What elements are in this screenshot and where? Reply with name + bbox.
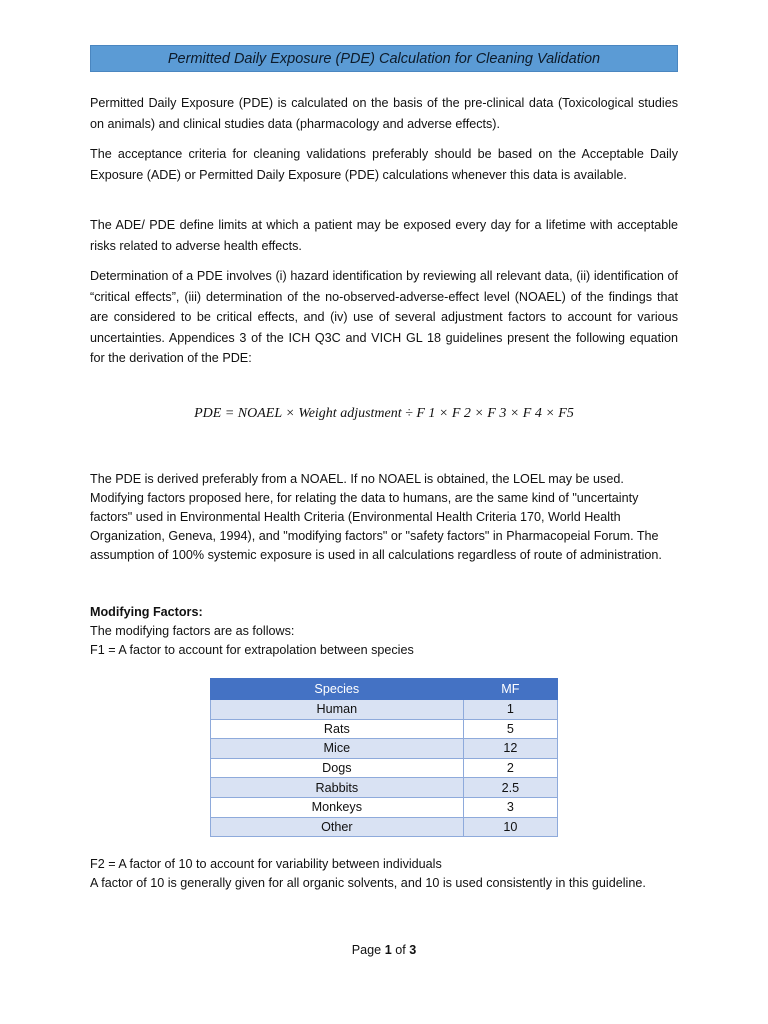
acceptance-criteria-paragraph: The acceptance criteria for cleaning validations preferably should be based on the Acceptable Daily Exposure (ADE) or Permitted Daily Exposure (PDE) calculations whenever this data is available. (90, 147, 678, 182)
table-header-row (211, 679, 558, 700)
mf-cell: 3 (463, 797, 557, 817)
pde-equation: PDE = NOAEL × Weight adjustment ÷ F 1 × F 2 × F 3 × F 4 × F5 (194, 406, 574, 421)
species-mf-table (210, 678, 558, 837)
mf-cell: 2.5 (463, 778, 557, 798)
pde-determination-paragraph: Determination of a PDE involves (i) hazard identification by reviewing all relevant data, (ii) identification of “critical effects”, (iii) determination of the no-observed-adverse-effect level (NOAEL) of the findings that are considered to be critical effects, and (iv) use of several adjustment factors to account for various uncertainties. Appendices 3 of the ICH Q3C and VICH GL 18 guidelines present the following equation for the derivation of the PDE: (90, 269, 678, 365)
species-column-header: Species (211, 679, 464, 700)
modifying-factors-block (90, 603, 678, 660)
f1-definition: F1 = A factor to account for extrapolation between species (90, 643, 414, 658)
title-banner (90, 45, 678, 72)
mf-cell: 12 (463, 739, 557, 759)
species-cell: Dogs (211, 758, 464, 778)
page-label: Page (351, 943, 382, 957)
modifying-factors-heading: Modifying Factors: (90, 605, 203, 619)
ade-pde-limits-paragraph: The ADE/ PDE define limits at which a patient may be exposed every day for a lifetime with acceptable risks related to adverse health effects. (90, 218, 678, 253)
table-row (211, 758, 558, 778)
table-row (211, 739, 558, 759)
mf-cell: 2 (463, 758, 557, 778)
mf-column-header: MF (463, 679, 557, 700)
intro-paragraph: Permitted Daily Exposure (PDE) is calculated on the basis of the pre-clinical data (Toxicological studies on animals) and clinical studies data (pharmacology and adverse effects). (90, 96, 678, 131)
species-cell: Human (211, 700, 464, 720)
table-row (211, 700, 558, 720)
species-cell: Rats (211, 719, 464, 739)
species-cell: Rabbits (211, 778, 464, 798)
f2-block (90, 855, 678, 893)
species-cell: Other (211, 817, 464, 837)
derivation-paragraph: The PDE is derived preferably from a NOAEL. If no NOAEL is obtained, the LOEL may be used. Modifying factors proposed here, for relating the data to humans, are the same kind of "uncertainty factors" used in Environmental Health Criteria (Environmental Health Criteria 170, World Health Organization, Geneva, 1994), and "modifying factors" or "safety factors" in Pharmacopeial Forum. The assumption of 100% systemic exposure is used in all calculations regardless of route of administration. (90, 472, 662, 563)
mf-cell: 5 (463, 719, 557, 739)
f2-explanation: A factor of 10 is generally given for all organic solvents, and 10 is used consistently in this guideline. (90, 876, 646, 891)
modifying-factors-intro: The modifying factors are as follows: (90, 624, 295, 639)
mf-cell: 10 (463, 817, 557, 837)
mf-cell: 1 (463, 700, 557, 720)
page-footer (90, 943, 678, 957)
document-title: Permitted Daily Exposure (PDE) Calculation for Cleaning Validation (167, 50, 601, 67)
table-row (211, 797, 558, 817)
species-cell: Monkeys (211, 797, 464, 817)
table-row (211, 817, 558, 837)
current-page-number: 1 (384, 943, 392, 957)
table-row (211, 778, 558, 798)
total-page-count: 3 (409, 943, 417, 957)
f2-definition: F2 = A factor of 10 to account for variability between individuals (90, 857, 442, 871)
derivation-block (90, 470, 678, 565)
species-cell: Mice (211, 739, 464, 759)
table-row (211, 719, 558, 739)
of-label: of (395, 943, 406, 957)
